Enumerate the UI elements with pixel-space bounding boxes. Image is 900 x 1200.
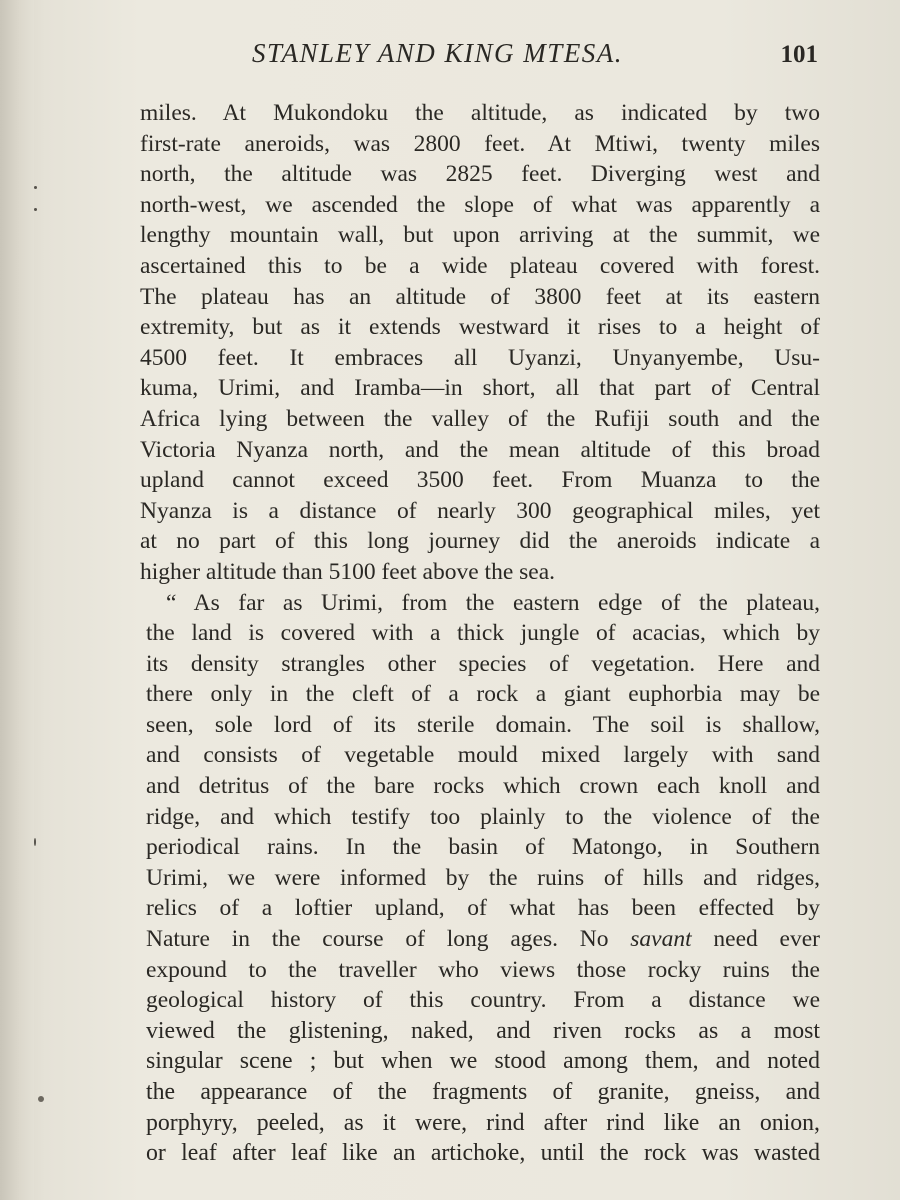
text-line: Nyanza is a distance of nearly 300 geographical miles, yet	[140, 497, 820, 524]
running-title: STANLEY AND KING MTESA.	[252, 38, 624, 68]
paragraph-2	[140, 588, 820, 1169]
text-line: expound to the traveller who views those rocky ruins the	[146, 956, 820, 983]
gutter-mark	[34, 208, 37, 211]
text-line: porphyry, peeled, as it were, rind after rind like an onion,	[146, 1109, 820, 1136]
text-line: relics of a loftier upland, of what has been effected by	[146, 895, 820, 922]
text-line: The plateau has an altitude of 3800 feet at its eastern	[140, 283, 820, 310]
text-line: miles. At Mukondoku the altitude, as indicated by two	[140, 100, 820, 126]
text-line: lengthy mountain wall, but upon arriving at the summit, we	[140, 222, 820, 249]
book-gutter	[0, 0, 34, 1200]
text-line: north, the altitude was 2825 feet. Diverging west and	[140, 161, 820, 188]
text-line: 4500 feet. It embraces all Uyanzi, Unyanyembe, Usu-	[140, 344, 820, 371]
text-line: Africa lying between the valley of the Rufiji south and the	[140, 405, 820, 432]
text-line-with-italic	[140, 924, 820, 955]
text-line: higher altitude than 5100 feet above the sea.	[140, 558, 556, 585]
page-header	[140, 38, 820, 82]
text-line: there only in the cleft of a rock a giant euphorbia may be	[146, 681, 820, 708]
text-line: and consists of vegetable mould mixed largely with sand	[146, 742, 820, 769]
text-line: or leaf after leaf like an artichoke, until the rock was wasted	[146, 1140, 820, 1167]
text-line: at no part of this long journey did the aneroids indicate a	[140, 528, 820, 555]
text-line: viewed the glistening, naked, and riven rocks as a most	[146, 1017, 820, 1044]
text-line: first-rate aneroids, was 2800 feet. At Mtiwi, twenty miles	[140, 130, 820, 157]
text-line: north-west, we ascended the slope of what was apparently a	[140, 191, 820, 218]
text-line: upland cannot exceed 3500 feet. From Muanza to the	[140, 467, 820, 494]
gutter-mark	[34, 838, 36, 846]
text-line: ridge, and which testify too plainly to the violence of the	[146, 803, 820, 830]
page-content	[140, 38, 820, 1169]
body-text	[140, 98, 820, 1169]
text-line: “ As far as Urimi, from the eastern edge of the plateau,	[166, 589, 820, 616]
text-line: the land is covered with a thick jungle of acacias, which by	[146, 620, 820, 647]
text-line: ascertained this to be a wide plateau covered with forest.	[140, 252, 820, 279]
text-line: the appearance of the fragments of granite, gneiss, and	[146, 1079, 820, 1105]
text-line: seen, sole lord of its sterile domain. The soil is shallow,	[146, 711, 820, 738]
italic-word: savant	[630, 926, 692, 953]
text-line: Victoria Nyanza north, and the mean altitude of this broad	[140, 436, 820, 463]
text-segment: Nature in the course of long ages. No	[146, 926, 609, 953]
text-line: its density strangles other species of vegetation. Here and	[146, 650, 820, 677]
text-line: Urimi, we were informed by the ruins of hills and ridges,	[146, 864, 820, 891]
text-line: singular scene ; but when we stood among them, and noted	[146, 1048, 820, 1075]
text-line: and detritus of the bare rocks which crown each knoll and	[146, 773, 820, 800]
text-segment: need ever	[691, 926, 820, 953]
paragraph-1	[140, 98, 820, 588]
text-line: periodical rains. In the basin of Matongo, in Southern	[146, 834, 820, 861]
text-line: geological history of this country. From a distance we	[146, 987, 820, 1014]
text-line: extremity, but as it extends westward it rises to a height of	[140, 314, 820, 341]
page-number: 101	[780, 41, 818, 68]
text-line: kuma, Urimi, and Iramba—in short, all that part of Central	[140, 375, 820, 402]
ink-smudge	[38, 1096, 44, 1102]
gutter-mark	[34, 186, 37, 189]
